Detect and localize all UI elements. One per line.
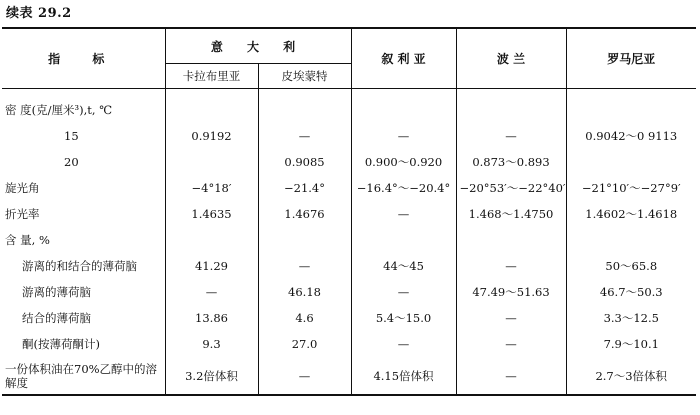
table-row bbox=[2, 305, 696, 331]
row-label-bound: 结合的薄荷脑 bbox=[22, 311, 91, 325]
cell: — bbox=[456, 253, 566, 279]
cell: −20°53′～−22°40′ bbox=[456, 175, 566, 201]
table-row bbox=[2, 89, 696, 124]
table-row bbox=[2, 331, 696, 357]
row-label-solubility: 一份体积油在70%乙醇中的溶解度 bbox=[5, 361, 158, 390]
cell bbox=[351, 227, 456, 253]
row-label-ketone: 酮(按薄荷酮计) bbox=[22, 337, 100, 351]
cell: 1.4602～1.4618 bbox=[566, 201, 696, 227]
cell: −21.4° bbox=[258, 175, 351, 201]
row-label-15: 15 bbox=[64, 129, 79, 143]
table-row bbox=[2, 175, 696, 201]
cell: 1.468～1.4750 bbox=[456, 201, 566, 227]
table-row bbox=[2, 227, 696, 253]
cell: 1.4635 bbox=[165, 201, 258, 227]
row-label-free: 游离的薄荷脑 bbox=[22, 285, 91, 299]
cell bbox=[566, 227, 696, 253]
header-italy: 意 大 利 bbox=[165, 28, 351, 64]
cell: −4°18′ bbox=[165, 175, 258, 201]
cell: 7.9～10.1 bbox=[566, 331, 696, 357]
table-row bbox=[2, 149, 696, 175]
table-row bbox=[2, 201, 696, 227]
cell: — bbox=[456, 123, 566, 149]
cell: — bbox=[351, 201, 456, 227]
cell: 0.9085 bbox=[258, 149, 351, 175]
cell: 0.873～0.893 bbox=[456, 149, 566, 175]
cell: −16.4°～−20.4° bbox=[351, 175, 456, 201]
row-label-refraction: 折光率 bbox=[5, 207, 40, 221]
row-label-density: 密 度(克/厘米³),t, ℃ bbox=[5, 103, 113, 117]
cell: 47.49～51.63 bbox=[456, 279, 566, 305]
header-poland: 波 兰 bbox=[456, 28, 566, 89]
cell bbox=[351, 89, 456, 124]
table-caption: 续表 29.2 bbox=[6, 6, 72, 21]
cell: — bbox=[351, 279, 456, 305]
cell: — bbox=[258, 357, 351, 395]
cell: 3.2倍体积 bbox=[165, 357, 258, 395]
cell: 27.0 bbox=[258, 331, 351, 357]
header-romania: 罗马尼亚 bbox=[566, 28, 696, 89]
header-piemonte: 皮埃蒙特 bbox=[258, 64, 351, 89]
cell: 5.4～15.0 bbox=[351, 305, 456, 331]
cell: 13.86 bbox=[165, 305, 258, 331]
table-row bbox=[2, 279, 696, 305]
cell: 41.29 bbox=[165, 253, 258, 279]
cell bbox=[456, 89, 566, 124]
cell: 44～45 bbox=[351, 253, 456, 279]
cell: — bbox=[456, 305, 566, 331]
cell bbox=[456, 227, 566, 253]
cell: — bbox=[351, 331, 456, 357]
header-calabria: 卡拉布里亚 bbox=[165, 64, 258, 89]
row-label-free-and-bound: 游离的和结合的薄荷脑 bbox=[22, 259, 137, 273]
cell bbox=[566, 149, 696, 175]
cell bbox=[165, 227, 258, 253]
row-label-20: 20 bbox=[64, 155, 79, 169]
cell bbox=[165, 89, 258, 124]
cell bbox=[258, 89, 351, 124]
table-row bbox=[2, 123, 696, 149]
cell: 46.7～50.3 bbox=[566, 279, 696, 305]
cell: 50～65.8 bbox=[566, 253, 696, 279]
row-label-rotation: 旋光角 bbox=[5, 181, 40, 195]
table-row bbox=[2, 357, 696, 395]
cell bbox=[258, 227, 351, 253]
row-label-content: 含 量, % bbox=[5, 233, 50, 247]
cell: 3.3～12.5 bbox=[566, 305, 696, 331]
cell: — bbox=[456, 357, 566, 395]
cell: — bbox=[456, 331, 566, 357]
cell: −21°10′～−27°9′ bbox=[566, 175, 696, 201]
cell bbox=[165, 149, 258, 175]
header-indicator: 指 标 bbox=[2, 28, 165, 89]
cell: 1.4676 bbox=[258, 201, 351, 227]
cell: — bbox=[351, 123, 456, 149]
cell bbox=[566, 89, 696, 124]
table-row bbox=[2, 253, 696, 279]
cell: 4.15倍体积 bbox=[351, 357, 456, 395]
cell: — bbox=[258, 123, 351, 149]
cell: 0.9192 bbox=[165, 123, 258, 149]
cell: 0.9042～0 9113 bbox=[566, 123, 696, 149]
cell: 9.3 bbox=[165, 331, 258, 357]
cell: 4.6 bbox=[258, 305, 351, 331]
cell: — bbox=[258, 253, 351, 279]
header-syria: 叙 利 亚 bbox=[351, 28, 456, 89]
data-table bbox=[2, 27, 696, 396]
cell: 46.18 bbox=[258, 279, 351, 305]
cell: 0.900～0.920 bbox=[351, 149, 456, 175]
cell: — bbox=[165, 279, 258, 305]
cell: 2.7～3倍体积 bbox=[566, 357, 696, 395]
